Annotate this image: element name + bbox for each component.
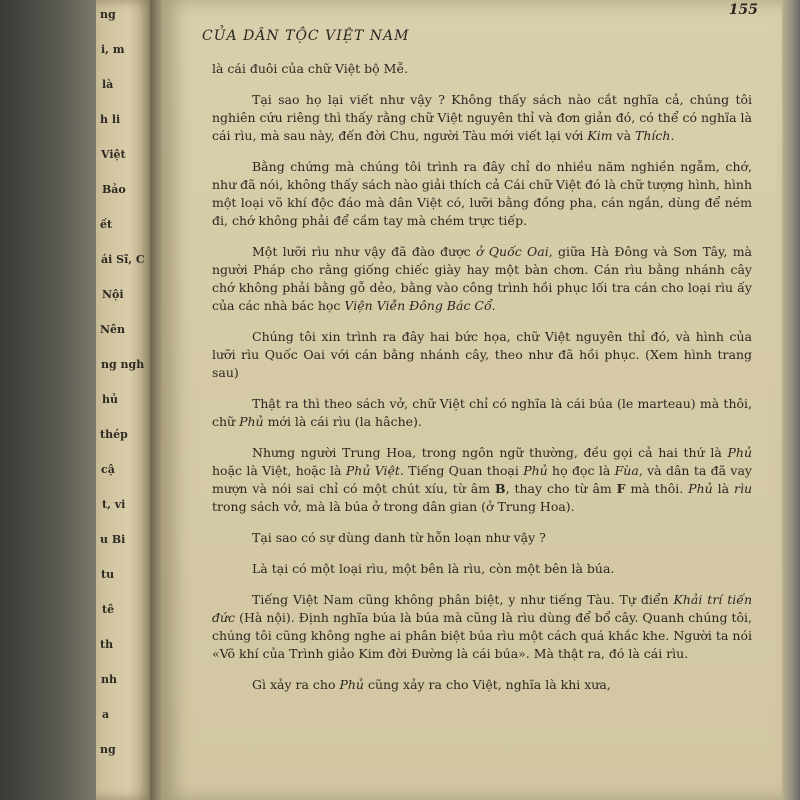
page-body <box>212 60 752 694</box>
text-run: Một lưỡi rìu như vậy đã đào được <box>252 244 476 259</box>
text-run: trong sách vở, mà là búa ở trong dân gian (ở Trung Hoa). <box>212 499 575 514</box>
left-page-text-fragment: ái Sĩ, C <box>101 253 145 266</box>
left-page-text-fragment: Nên <box>100 323 126 336</box>
paragraph <box>212 60 752 78</box>
paragraph <box>212 676 752 694</box>
paragraph <box>212 328 752 382</box>
text-run: họ đọc là <box>547 463 615 478</box>
text-run: . Tiếng Quan thoại <box>399 463 524 478</box>
italic-text: rìu <box>733 481 752 496</box>
left-page-text-fragment: i, m <box>101 43 125 56</box>
paragraph <box>212 444 752 516</box>
paragraph <box>212 243 752 315</box>
italic-text: ở Quốc Oai <box>475 244 549 259</box>
paragraph <box>212 158 752 230</box>
text-run: Tiếng Việt Nam cũng không phân biệt, y như tiếng Tàu. Tự điển <box>252 592 674 607</box>
left-page-text-fragment: thép <box>100 428 128 441</box>
italic-text: Khải trí tiến đức <box>212 592 753 625</box>
italic-text: Thích <box>635 128 671 143</box>
left-page-text-fragment: ng <box>100 8 116 21</box>
left-page-text-fragment: tu <box>101 568 115 581</box>
left-page-text-fragment: ết <box>100 218 113 231</box>
italic-text: Phủ <box>339 677 364 692</box>
text-run: và <box>612 128 636 143</box>
left-page-text-fragment: Bảo <box>102 183 126 196</box>
running-head: CỦA DÂN TỘC VIỆT NAM <box>202 28 410 44</box>
paragraph <box>212 395 752 431</box>
text-run: là <box>712 481 734 496</box>
italic-text: Kim <box>587 128 613 143</box>
left-page-fragment <box>96 0 154 800</box>
text-run: Tại sao có sự dùng danh từ hỗn loạn như vậy ? <box>252 530 546 545</box>
text-run: (Hà nội). Định nghĩa búa là búa mà cũng là rìu dùng để bổ cây. Quanh chúng tôi, chúng tôi cũng không nghe ai phân biệt búa rìu một cách quá khắc khe. Người ta nói «Võ khí của Trình giảo Kim đời Đường là cái búa». Mà thật ra, đó là cái rìu. <box>212 610 752 661</box>
text-run: là cái đuôi của chữ Việt bộ Mễ. <box>212 61 409 76</box>
italic-text: Phủ <box>239 414 264 429</box>
italic-text: Phủ <box>688 481 713 496</box>
italic-text: Viện Viễn Đông Bác Cổ <box>344 298 492 313</box>
text-run: cũng xảy ra cho Việt, nghĩa là khi xưa, <box>363 677 611 692</box>
text-run: . <box>491 298 496 313</box>
bold-text: B <box>495 481 506 496</box>
left-page-text-fragment: t, vi <box>102 498 126 511</box>
italic-text: Phủ Việt <box>345 463 400 478</box>
left-page-text-fragment: h li <box>100 113 121 126</box>
text-run: , giữa Hà Đông và Sơn Tây, mà người Pháp cho rằng giống chiếc giày hay một bàn chơn. Cán rìu bằng nhánh cây chớ không phải bằng gỗ dẻo, bằng vào công trình hồi phục lối tra cán cho loại rìu ấy của các nhà bác học <box>212 244 752 313</box>
left-page-text-fragment: ng <box>100 743 116 756</box>
left-page-text-fragment: hủ <box>102 393 118 406</box>
paragraph <box>212 91 752 145</box>
text-run: Nhưng người Trung Hoa, trong ngôn ngữ thường, đều gọi cả hai thứ là <box>252 445 728 460</box>
left-page-text-fragment: th <box>100 638 114 651</box>
left-page-text-fragment: a <box>102 708 110 721</box>
text-run: . <box>670 128 675 143</box>
paragraph <box>212 529 752 547</box>
text-run: Là tại có một loại rìu, một bên là rìu, còn một bên là búa. <box>252 561 615 576</box>
text-run: mà thôi. <box>625 481 689 496</box>
text-run: , thay cho từ âm <box>505 481 617 496</box>
left-page-text-fragment: Việt <box>101 148 126 161</box>
paragraph <box>212 560 752 578</box>
left-page-text-fragment: u Bi <box>100 533 126 546</box>
text-run: Thật ra thì theo sách vở, chữ Việt chỉ có nghĩa là cái búa (le marteau) mà thôi, chữ <box>212 396 752 429</box>
left-page-text-fragment: Nội <box>102 288 124 301</box>
text-run: Chúng tôi xin trình ra đây hai bức họa, chữ Việt nguyên thỉ đó, và hình của lưỡi rìu Quốc Oai với cán bằng nhánh cây, theo như đã hồi phục. (Xem hình trang sau) <box>212 329 752 380</box>
left-page-text-fragment: tê <box>102 603 115 616</box>
text-run: mới là cái rìu (la hâche). <box>263 414 422 429</box>
text-run: Tại sao họ lại viết như vậy ? Không thấy sách nào cắt nghĩa cả, chúng tôi nghiên cứu riêng thì thấy rằng chữ Việt nguyên thỉ và đơn giản đó, có thể có nghĩa là cái rìu, mà sau này, đến đời Chu, người Tàu mới viết lại với <box>212 92 752 143</box>
text-run: , và dân ta đã vay mượn và nói sai chỉ có một chút xíu, từ âm <box>212 463 752 496</box>
text-run: hoặc là Việt, hoặc là <box>212 463 346 478</box>
paragraph <box>212 591 752 663</box>
left-page-text-fragment: ng ngh <box>101 358 145 371</box>
left-page-text-fragment: cậ <box>101 463 115 476</box>
page-number: 155 <box>728 2 758 18</box>
text-run: Bằng chứng mà chúng tôi trình ra đây chỉ do nhiều năm nghiền ngẫm, chớ, như đã nói, không thấy sách nào giải thích cả Cái chữ Việt đó là chữ tượng hình, hình một loại võ khí độc đáo mà dân Việt có, lưỡi bằng đồng pha, cán ngắn, dùng để ném đi, chớ không phải để cầm tay mà chém trực tiếp. <box>212 159 752 228</box>
italic-text: Phủ <box>727 445 752 460</box>
left-page-text-fragment: là <box>102 78 114 91</box>
book-page <box>162 0 782 800</box>
left-page-text-fragment: nh <box>101 673 117 686</box>
italic-text: Phủ <box>523 463 548 478</box>
italic-text: Fùa <box>614 463 639 478</box>
bold-text: F <box>616 481 626 496</box>
text-run: Gì xảy ra cho <box>252 677 340 692</box>
right-page-edge <box>782 0 800 800</box>
